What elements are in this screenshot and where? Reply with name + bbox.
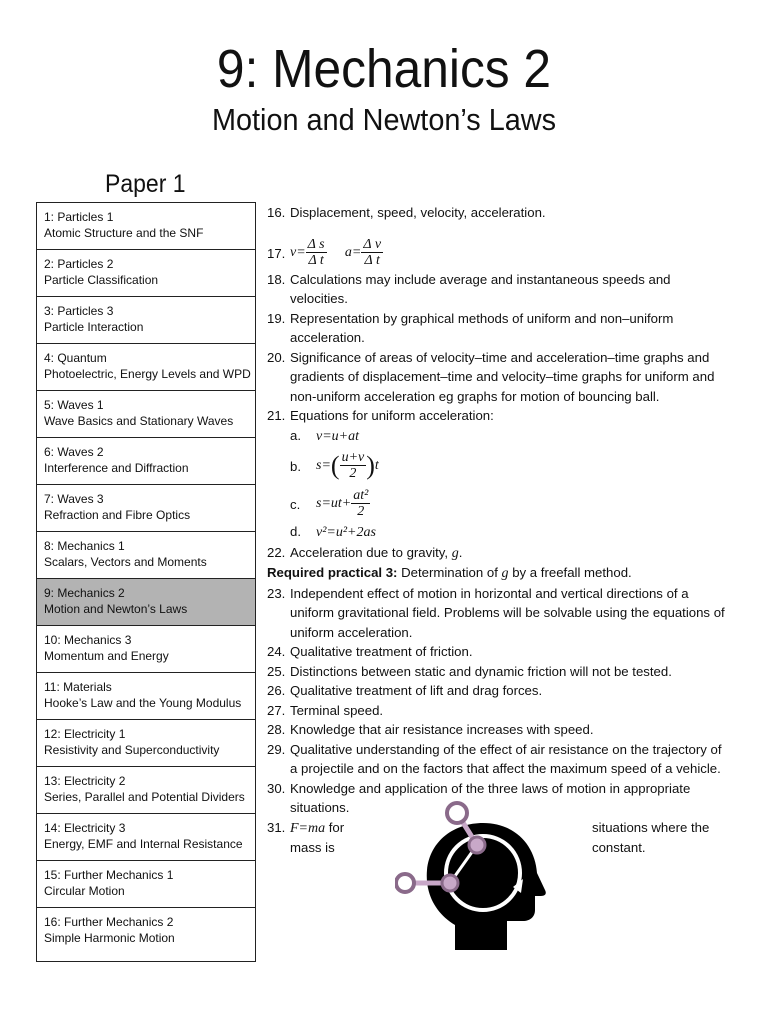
topic-item <box>37 908 255 961</box>
text-fragment: mass is <box>290 839 335 855</box>
text-fragment: . <box>458 544 463 560</box>
text-fragment: F=ma <box>290 820 326 836</box>
item-number: 28. <box>267 722 286 737</box>
topic-title: Particle Interaction <box>44 319 144 334</box>
topic-number: 10: Mechanics 3 <box>44 633 132 647</box>
topic-title: Energy, EMF and Internal Resistance <box>44 836 243 851</box>
text-fragment: Δ t <box>364 252 380 268</box>
topic-item <box>37 861 255 908</box>
topic-title: Wave Basics and Stationary Waves <box>44 413 234 428</box>
text-fragment: 2 <box>349 466 357 481</box>
text-fragment: g <box>451 545 459 561</box>
topic-item <box>37 344 255 391</box>
topic-title: Atomic Structure and the SNF <box>44 225 204 240</box>
topic-item <box>37 626 255 673</box>
text-fragment: Δ s <box>307 236 325 252</box>
item-25 <box>267 662 727 682</box>
topic-number: 7: Waves 3 <box>44 492 104 506</box>
text-fragment <box>306 237 327 268</box>
item-number: 31. <box>267 819 286 835</box>
page-title: 9: Mechanics 2 <box>216 39 552 99</box>
topic-number: 16: Further Mechanics 2 <box>44 915 174 929</box>
page-subtitle: Motion and Newton’s Laws <box>211 102 557 137</box>
text-fragment: v=u+at <box>316 428 359 444</box>
topic-title: Photoelectric, Energy Levels and WPD <box>44 366 251 381</box>
text-fragment <box>351 488 370 519</box>
item-number: 26. <box>267 683 286 698</box>
text-fragment <box>361 237 383 268</box>
item-number: 23. <box>267 585 286 601</box>
item-27 <box>267 701 727 721</box>
item-number: 29. <box>267 741 286 757</box>
topic-item <box>37 579 255 626</box>
item-20 <box>267 348 727 407</box>
text-fragment: t <box>374 457 379 473</box>
topic-number: 8: Mechanics 1 <box>44 539 125 553</box>
item-number: 30. <box>267 780 286 796</box>
item-number: b. <box>290 459 301 474</box>
topic-number: 12: Electricity 1 <box>44 727 126 741</box>
item-23 <box>267 584 727 643</box>
topic-number: 6: Waves 2 <box>44 445 104 459</box>
topic-number: 4: Quantum <box>44 351 107 365</box>
topic-title: Particle Classification <box>44 272 159 287</box>
item-22 <box>267 543 727 564</box>
item-number: 21. <box>267 408 286 423</box>
topic-number: 11: Materials <box>44 680 112 694</box>
text-fragment: Distinctions between static and dynamic friction will not be tested. <box>290 663 672 679</box>
text-fragment: Representation by graphical methods of uniform and non–uniform acceleration. <box>290 310 674 345</box>
topic-item <box>37 250 255 297</box>
text-fragment: 2 <box>357 504 365 519</box>
text-fragment: g <box>501 566 509 581</box>
text-fragment: s=ut+ <box>316 495 352 511</box>
text-fragment: Qualitative treatment of friction. <box>290 644 473 659</box>
text-fragment: u+v <box>341 450 365 465</box>
topic-title: Interference and Diffraction <box>44 460 189 475</box>
topic-item <box>37 532 255 579</box>
item-number: a. <box>290 427 301 443</box>
item-16 <box>267 203 727 223</box>
item-number: c. <box>290 497 301 512</box>
item-number: 24. <box>267 644 286 659</box>
text-fragment: s= <box>316 457 331 473</box>
text-fragment: Qualitative understanding of the effect of air resistance on the trajectory of a projectile and on the factors that affect the maximum speed of a vehicle. <box>290 741 722 776</box>
topic-title: Resistivity and Superconductivity <box>44 742 220 757</box>
item-19 <box>267 309 727 348</box>
item-number: d. <box>290 524 301 539</box>
item-28 <box>267 720 727 740</box>
text-fragment: ) <box>366 450 375 480</box>
text-fragment: Equations for uniform acceleration: <box>290 408 494 423</box>
topic-number: 13: Electricity 2 <box>44 774 126 788</box>
text-fragment: Calculations may include average and instantaneous speeds and velocities. <box>290 271 671 306</box>
item-24 <box>267 642 727 662</box>
item-number: 17. <box>267 245 286 261</box>
text-fragment: Independent effect of motion in horizontal and vertical directions of a uniform gravitational field. Problems will be solvable using the equations of uniform acceleration. <box>290 585 725 640</box>
text-fragment: Knowledge and application of the three laws of motion in appropriate situations. <box>290 780 691 815</box>
text-fragment: Determination of <box>397 565 502 580</box>
item-number: 18. <box>267 271 286 287</box>
text-fragment: v²=u²+2as <box>316 525 376 540</box>
equation-c <box>267 486 727 522</box>
text-fragment: Knowledge that air resistance increases with speed. <box>290 722 594 737</box>
item-21 <box>267 406 727 426</box>
topic-item <box>37 203 255 250</box>
text-fragment: Qualitative treatment of lift and drag forces. <box>290 683 543 698</box>
item-number: 25. <box>267 663 286 679</box>
topic-title: Simple Harmonic Motion <box>44 930 175 945</box>
topic-title: Series, Parallel and Potential Dividers <box>44 789 245 804</box>
topic-item <box>37 438 255 485</box>
topic-number: 2: Particles 2 <box>44 257 114 271</box>
equation-a <box>267 426 727 447</box>
item-number: 27. <box>267 702 286 718</box>
text-fragment: Required practical 3: <box>267 565 398 580</box>
text-fragment: Δ t <box>308 252 324 268</box>
topic-title: Momentum and Energy <box>44 648 169 663</box>
topic-title: Refraction and Fibre Optics <box>44 507 191 522</box>
topic-item <box>37 485 255 532</box>
text-fragment: for <box>325 819 345 835</box>
topic-title: Scalars, Vectors and Moments <box>44 554 207 569</box>
topic-item <box>37 391 255 438</box>
item-number: 20. <box>267 349 286 365</box>
text-fragment: Acceleration due to gravity, <box>290 544 452 560</box>
text-fragment: Displacement, speed, velocity, acceleration. <box>290 205 546 220</box>
topic-number: 5: Waves 1 <box>44 398 104 412</box>
topic-number: 3: Particles 3 <box>44 304 114 318</box>
specification-content <box>267 203 727 858</box>
text-fragment: situations where the <box>592 819 710 835</box>
topic-list <box>36 202 256 962</box>
item-29 <box>267 740 727 779</box>
paper-label: Paper 1 <box>105 170 186 198</box>
item-number: 16. <box>267 205 286 220</box>
item-number: 19. <box>267 310 286 326</box>
text-fragment: at² <box>353 488 369 503</box>
text-fragment: Terminal speed. <box>290 702 384 718</box>
item-17 <box>267 237 727 267</box>
text-fragment: by a freefall method. <box>508 565 632 580</box>
head-network-icon <box>395 795 560 965</box>
topic-item <box>37 814 255 861</box>
equation-d <box>267 522 727 543</box>
topic-number: 15: Further Mechanics 1 <box>44 868 174 882</box>
text-fragment: constant. <box>592 839 646 855</box>
topic-title: Hooke’s Law and the Young Modulus <box>44 695 242 710</box>
text-fragment: Significance of areas of velocity–time and acceleration–time graphs and gradients of displacement–time and velocity–time graphs for uniform and non-uniform acceleration eg graphs for motion of bouncing ball. <box>290 349 715 404</box>
equation-b <box>267 446 727 486</box>
item-26 <box>267 681 727 701</box>
text-fragment: Δ v <box>363 236 382 252</box>
item-18 <box>267 270 727 309</box>
required-practical <box>267 563 727 584</box>
topic-item <box>37 297 255 344</box>
item-number: 22. <box>267 544 286 560</box>
text-fragment <box>340 450 367 481</box>
text-fragment: ( <box>330 450 340 480</box>
topic-item <box>37 767 255 814</box>
topic-number: 1: Particles 1 <box>44 210 114 224</box>
topic-title: Motion and Newton’s Laws <box>44 601 188 616</box>
topic-number: 9: Mechanics 2 <box>44 586 125 600</box>
topic-item <box>37 720 255 767</box>
topic-title: Circular Motion <box>44 883 125 898</box>
text-fragment: a= <box>344 244 362 260</box>
topic-number: 14: Electricity 3 <box>44 821 126 835</box>
topic-item <box>37 673 255 720</box>
text-fragment: v= <box>290 244 306 260</box>
